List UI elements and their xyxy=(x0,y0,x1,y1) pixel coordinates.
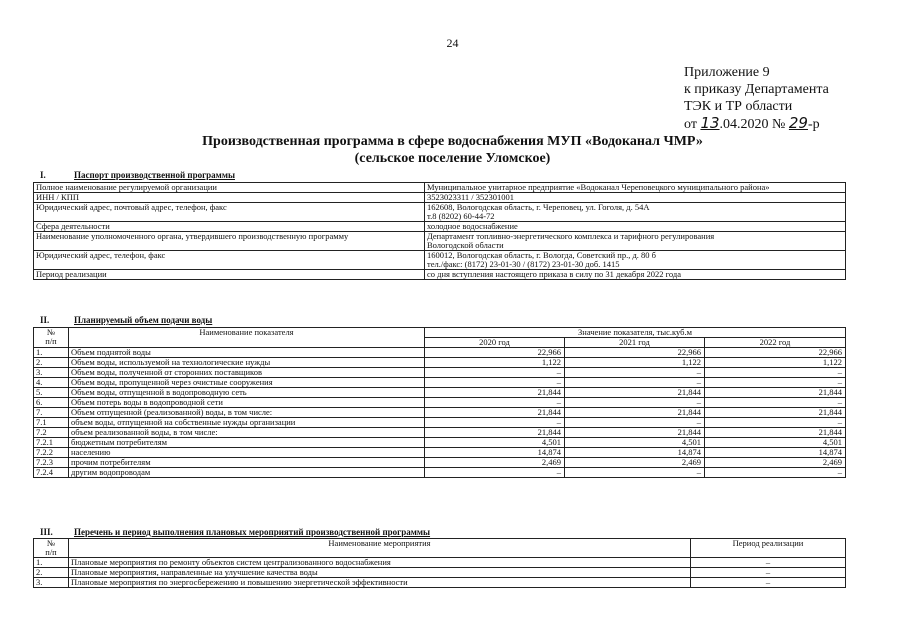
passport-value-line: Вологодской области xyxy=(427,240,504,250)
row-name: Объем отпущенной (реализованной) воды, в том числе: xyxy=(69,408,425,418)
col-activity-header: Наименование мероприятия xyxy=(69,539,691,558)
passport-row xyxy=(34,222,846,232)
passport-row xyxy=(34,251,846,270)
passport-value-line: 3523023311 / 352301001 xyxy=(427,192,515,202)
row-name: населению xyxy=(69,448,425,458)
handwritten-order-number: 29 xyxy=(788,114,808,132)
col-period-header: Период реализации xyxy=(691,539,846,558)
row-number: 1. xyxy=(34,348,69,358)
row-value-2020: – xyxy=(425,368,565,378)
row-number: 7.2 xyxy=(34,428,69,438)
table-row xyxy=(34,408,846,418)
passport-row xyxy=(34,203,846,222)
row-value-2020: – xyxy=(425,378,565,388)
table-row xyxy=(34,438,846,448)
row-value-2021: 22,966 xyxy=(565,348,705,358)
year-2022-header: 2022 год xyxy=(705,338,846,348)
row-value-2020: 21,844 xyxy=(425,428,565,438)
row-value-2020: 4,501 xyxy=(425,438,565,448)
row-value-2022: 1,122 xyxy=(705,358,846,368)
row-period: – xyxy=(691,558,846,568)
row-value-2021: 21,844 xyxy=(565,388,705,398)
row-number: 7.2.1 xyxy=(34,438,69,448)
passport-label: Наименование уполномоченного органа, утвердившего производственную программу xyxy=(34,232,425,251)
table-row xyxy=(34,398,846,408)
row-value-2020: 21,844 xyxy=(425,388,565,398)
passport-label: Сфера деятельности xyxy=(34,222,425,232)
passport-value-line: Муниципальное унитарное предприятие «Водоканал Череповецкого муниципального района» xyxy=(427,182,770,192)
row-value-2022: 21,844 xyxy=(705,388,846,398)
row-value-2022: 21,844 xyxy=(705,428,846,438)
row-number: 7.2.4 xyxy=(34,468,69,478)
table-row xyxy=(34,558,846,568)
passport-label: Юридический адрес, почтовый адрес, телефон, факс xyxy=(34,203,425,222)
row-number: 7. xyxy=(34,408,69,418)
col-number-header: № п/п xyxy=(34,328,69,348)
table-row xyxy=(34,348,846,358)
table-row xyxy=(34,468,846,478)
appendix-line-3: ТЭК и ТР области xyxy=(684,99,793,114)
row-value-2020: – xyxy=(425,418,565,428)
table-row xyxy=(34,378,846,388)
passport-value-line: т.8 (8202) 60-44-72 xyxy=(427,211,495,221)
row-number: 3. xyxy=(34,368,69,378)
row-name: объем реализованной воды, в том числе: xyxy=(69,428,425,438)
handwritten-day: 13 xyxy=(700,114,720,132)
row-name: бюджетным потребителям xyxy=(69,438,425,448)
passport-value xyxy=(425,232,846,251)
passport-label: Период реализации xyxy=(34,270,425,280)
row-number: 7.2.2 xyxy=(34,448,69,458)
document-title: Производственная программа в сфере водоснабжения МУП «Водоканал ЧМР» (сельское поселение Уломское) xyxy=(202,134,703,166)
row-value-2022: – xyxy=(705,418,846,428)
passport-label: Полное наименование регулируемой организации xyxy=(34,183,425,193)
row-value-2022: 2,469 xyxy=(705,458,846,468)
activities-table xyxy=(33,538,846,588)
row-number: 4. xyxy=(34,378,69,388)
row-value-2021: – xyxy=(565,378,705,388)
year-2020-header: 2020 год xyxy=(425,338,565,348)
row-activity: Плановые мероприятия по ремонту объектов систем централизованного водоснабжения xyxy=(69,558,691,568)
row-name: Объем воды, полученной от сторонних поставщиков xyxy=(69,368,425,378)
row-value-2021: 1,122 xyxy=(565,358,705,368)
passport-value xyxy=(425,193,846,203)
row-period: – xyxy=(691,568,846,578)
row-number: 3. xyxy=(34,578,69,588)
row-value-2021: 2,469 xyxy=(565,458,705,468)
row-name: Объем поднятой воды xyxy=(69,348,425,358)
appendix-block xyxy=(684,64,829,133)
row-name: Объем потерь воды в водопроводной сети xyxy=(69,398,425,408)
passport-value xyxy=(425,183,846,193)
row-value-2022: 4,501 xyxy=(705,438,846,448)
row-number: 1. xyxy=(34,558,69,568)
passport-label: Юридический адрес, телефон, факс xyxy=(34,251,425,270)
row-value-2022: – xyxy=(705,398,846,408)
row-activity: Плановые мероприятия, направленные на улучшение качества воды xyxy=(69,568,691,578)
row-name: Объем воды, используемой на технологические нужды xyxy=(69,358,425,368)
passport-value xyxy=(425,222,846,232)
row-value-2022: – xyxy=(705,378,846,388)
passport-value-line: холодное водоснабжение xyxy=(427,221,518,231)
row-value-2021: 14,874 xyxy=(565,448,705,458)
section-2-heading: II. Планируемый объем подачи воды xyxy=(40,315,213,325)
row-value-2021: – xyxy=(565,398,705,408)
row-number: 2. xyxy=(34,568,69,578)
row-value-2020: – xyxy=(425,398,565,408)
row-number: 7.1 xyxy=(34,418,69,428)
row-name: Объем воды, отпущенной в водопроводную сеть xyxy=(69,388,425,398)
row-value-2022: – xyxy=(705,468,846,478)
passport-value xyxy=(425,270,846,280)
row-period: – xyxy=(691,578,846,588)
appendix-line-2: к приказу Департамента xyxy=(684,82,829,97)
page-number: 24 xyxy=(446,36,459,50)
row-activity: Плановые мероприятия по энергосбережению и повышению энергетической эффективности xyxy=(69,578,691,588)
row-value-2021: 4,501 xyxy=(565,438,705,448)
row-value-2021: – xyxy=(565,468,705,478)
row-name: прочим потребителям xyxy=(69,458,425,468)
table-row xyxy=(34,448,846,458)
row-value-2020: 1,122 xyxy=(425,358,565,368)
passport-row xyxy=(34,270,846,280)
passport-table xyxy=(33,182,846,280)
table-row xyxy=(34,568,846,578)
table-row xyxy=(34,418,846,428)
passport-row xyxy=(34,193,846,203)
appendix-date-line: от 13.04.2020 № 29-р xyxy=(684,114,820,132)
passport-row xyxy=(34,183,846,193)
row-value-2022: 14,874 xyxy=(705,448,846,458)
row-name: объем воды, отпущенной на собственные нужды организации xyxy=(69,418,425,428)
row-value-2022: 22,966 xyxy=(705,348,846,358)
table-row xyxy=(34,458,846,468)
row-value-2021: – xyxy=(565,368,705,378)
passport-label: ИНН / КПП xyxy=(34,193,425,203)
passport-value-line: Департамент топливно-энергетического комплекса и тарифного регулирования xyxy=(427,231,715,241)
passport-value xyxy=(425,203,846,222)
passport-value-line: со дня вступления настоящего приказа в силу по 31 декабря 2022 года xyxy=(427,269,681,279)
water-volume-table xyxy=(33,327,846,478)
row-value-2021: – xyxy=(565,418,705,428)
col-value-header: Значение показателя, тыс.куб.м xyxy=(425,328,846,338)
row-name: Объем воды, пропущенной через очистные сооружения xyxy=(69,378,425,388)
passport-row xyxy=(34,232,846,251)
row-value-2020: – xyxy=(425,468,565,478)
row-value-2021: 21,844 xyxy=(565,428,705,438)
row-number: 5. xyxy=(34,388,69,398)
table-row xyxy=(34,428,846,438)
passport-value xyxy=(425,251,846,270)
table-row xyxy=(34,358,846,368)
section-3-heading: III. Перечень и период выполнения плановых мероприятий производственной программы xyxy=(40,527,431,537)
passport-value-line: 162608, Вологодская область, г. Череповец, ул. Гоголя, д. 54А xyxy=(427,202,650,212)
table-row xyxy=(34,578,846,588)
row-value-2020: 22,966 xyxy=(425,348,565,358)
section-1-heading: I. Паспорт производственной программы xyxy=(40,170,235,180)
table-row xyxy=(34,368,846,378)
row-value-2020: 2,469 xyxy=(425,458,565,468)
row-value-2021: 21,844 xyxy=(565,408,705,418)
appendix-line-1: Приложение 9 xyxy=(684,65,770,80)
row-value-2020: 14,874 xyxy=(425,448,565,458)
passport-value-line: тел./факс: (8172) 23-01-30 / (8172) 23-01-30 доб. 1415 xyxy=(427,259,620,269)
year-2021-header: 2021 год xyxy=(565,338,705,348)
row-value-2022: 21,844 xyxy=(705,408,846,418)
row-name: другим водопроводам xyxy=(69,468,425,478)
row-value-2022: – xyxy=(705,368,846,378)
col-name-header: Наименование показателя xyxy=(69,328,425,348)
row-number: 7.2.3 xyxy=(34,458,69,468)
row-number: 6. xyxy=(34,398,69,408)
passport-value-line: 160012, Вологодская область, г. Вологда, Советский пр., д. 80 б xyxy=(427,250,657,260)
table-row xyxy=(34,388,846,398)
row-value-2020: 21,844 xyxy=(425,408,565,418)
row-number: 2. xyxy=(34,358,69,368)
col-number-header: № п/п xyxy=(34,539,69,558)
